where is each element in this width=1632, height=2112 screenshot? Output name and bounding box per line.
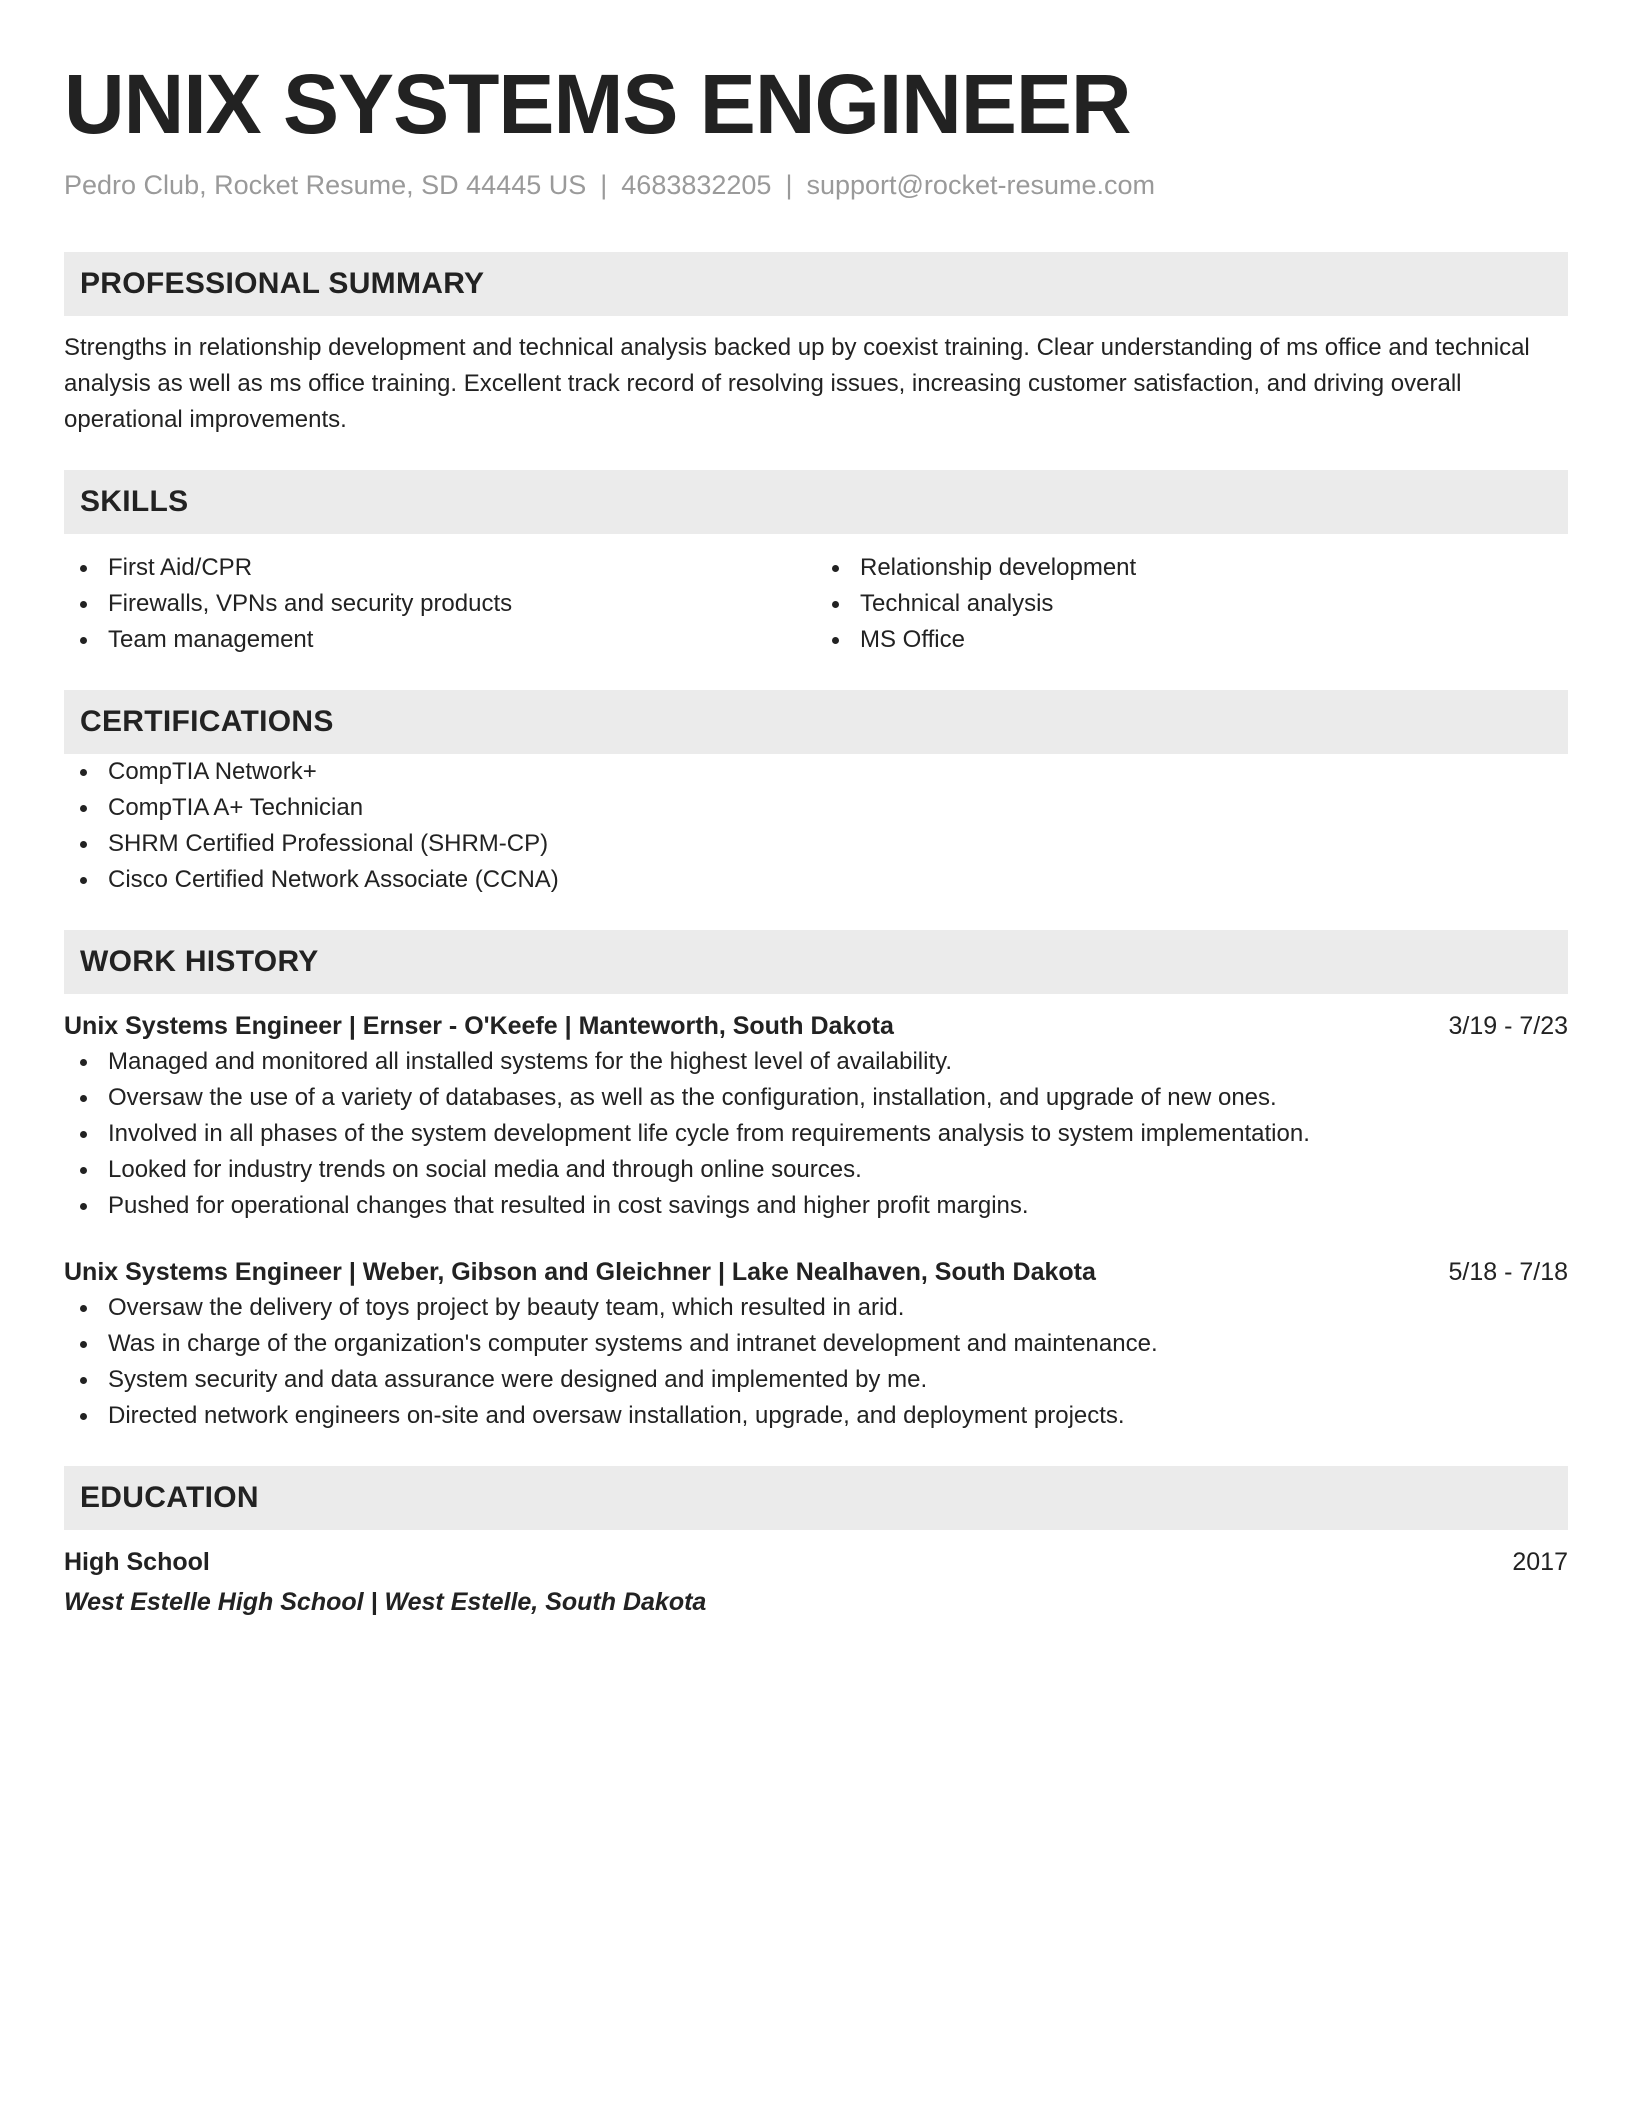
skills-grid	[64, 550, 1568, 658]
contact-line	[64, 168, 1568, 202]
job-bullet: System security and data assurance were designed and implemented by me.	[64, 1362, 1568, 1398]
education-year: 2017	[1512, 1548, 1568, 1576]
contact-separator: |	[785, 170, 793, 200]
job-dates: 3/19 - 7/23	[1448, 1012, 1568, 1040]
job-title: Unix Systems Engineer | Ernser - O'Keefe | Manteworth, South Dakota	[64, 1012, 894, 1040]
skill-item: Firewalls, VPNs and security products	[64, 586, 816, 622]
education-school: West Estelle High School | West Estelle, South Dakota	[64, 1588, 707, 1616]
resume-title: UNIX SYSTEMS ENGINEER	[64, 57, 1131, 151]
job-bullet: Oversaw the use of a variety of databases, as well as the configuration, installation, and upgrade of new ones.	[64, 1080, 1568, 1116]
job-bullet: Oversaw the delivery of toys project by beauty team, which resulted in arid.	[64, 1290, 1568, 1326]
job-bullet: Looked for industry trends on social media and through online sources.	[64, 1152, 1568, 1188]
certification-item: SHRM Certified Professional (SHRM-CP)	[64, 826, 1568, 862]
skills-right-list	[816, 550, 1568, 658]
job-bullets	[64, 1290, 1568, 1434]
job-bullet: Was in charge of the organization's computer systems and intranet development and maintenance.	[64, 1326, 1568, 1362]
contact-phone: 4683832205	[621, 170, 772, 200]
work-history-heading: WORK HISTORY	[64, 930, 1568, 994]
contact-address: Pedro Club, Rocket Resume, SD 44445 US	[64, 170, 587, 200]
job-bullet: Managed and monitored all installed systems for the highest level of availability.	[64, 1044, 1568, 1080]
education-degree: High School	[64, 1548, 210, 1576]
summary-text: Strengths in relationship development and technical analysis backed up by coexist training. Clear understanding of ms office and technical analysis as well as ms office training. Excellent track record of resolving issues, increasing customer satisfaction, and driving overall operational improvements.	[64, 334, 1530, 433]
certification-item: CompTIA Network+	[64, 754, 1568, 790]
education-header	[64, 1544, 1568, 1580]
job-dates: 5/18 - 7/18	[1448, 1258, 1568, 1286]
job-title: Unix Systems Engineer | Weber, Gibson and Gleichner | Lake Nealhaven, South Dakota	[64, 1258, 1096, 1286]
job-header	[64, 1008, 1568, 1044]
certifications-list	[64, 754, 1568, 898]
certifications-heading: CERTIFICATIONS	[64, 690, 1568, 754]
skill-item: First Aid/CPR	[64, 550, 816, 586]
contact-email: support@rocket-resume.com	[806, 170, 1155, 200]
job-bullet: Pushed for operational changes that resulted in cost savings and higher profit margins.	[64, 1188, 1568, 1224]
skill-item: Technical analysis	[816, 586, 1568, 622]
skills-left-list	[64, 550, 816, 658]
job-bullet: Directed network engineers on-site and oversaw installation, upgrade, and deployment projects.	[64, 1398, 1568, 1434]
summary-heading: PROFESSIONAL SUMMARY	[64, 252, 1568, 316]
job-bullet: Involved in all phases of the system development life cycle from requirements analysis to system implementation.	[64, 1116, 1568, 1152]
certification-item: Cisco Certified Network Associate (CCNA)	[64, 862, 1568, 898]
job-entry	[64, 1254, 1568, 1434]
skills-heading: SKILLS	[64, 470, 1568, 534]
job-entry	[64, 1008, 1568, 1224]
skill-item: MS Office	[816, 622, 1568, 658]
job-header	[64, 1254, 1568, 1290]
certification-item: CompTIA A+ Technician	[64, 790, 1568, 826]
contact-separator: |	[600, 170, 608, 200]
skill-item: Relationship development	[816, 550, 1568, 586]
job-bullets	[64, 1044, 1568, 1224]
skill-item: Team management	[64, 622, 816, 658]
education-heading: EDUCATION	[64, 1466, 1568, 1530]
